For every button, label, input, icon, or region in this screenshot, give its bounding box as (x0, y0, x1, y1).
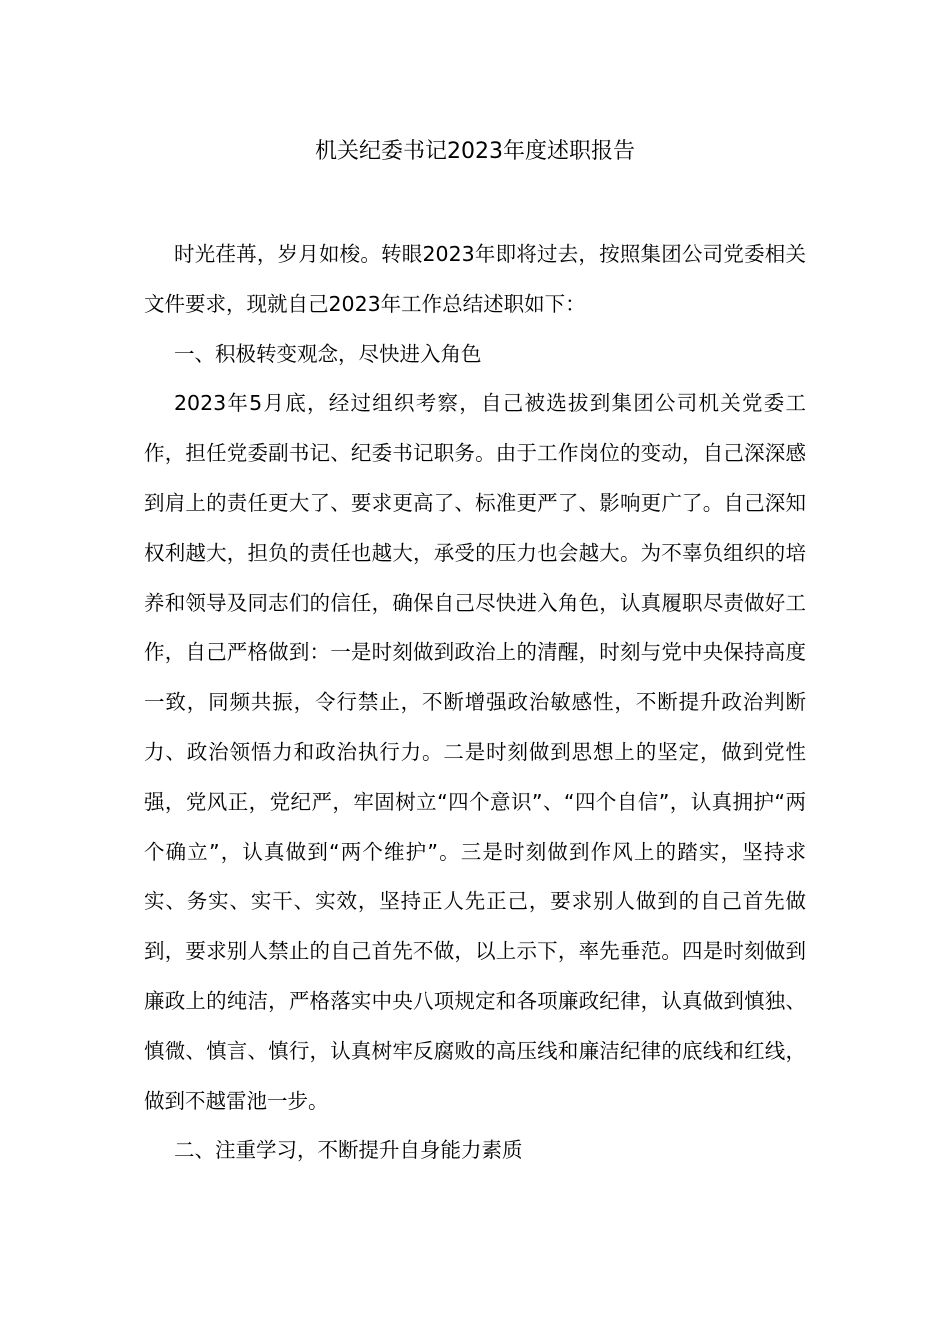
document-title: 机关纪委书记2023年度述职报告 (315, 139, 635, 164)
section-heading-1: 一、积极转变观念，尽快进入角色 (174, 341, 482, 366)
section-1-paragraph: 2023年5月底，经过组织考察，自己被选拔到集团公司机关党委工作，担任党委副书记、纪委书记职务。由于工作岗位的变动，自己深深感到肩上的责任更大了、要求更高了、标准更严了、影响更广了。自己深知权利越大，担负的责任也越大，承受的压力也会越大。为不辜负组织的培养和领导及同志们的信任，确保自己尽快进入角色，认真履职尽责做好工作，自己严格做到：一是时刻做到政治上的清醒，时刻与党中央保持高度一致，同频共振，令行禁止，不断增强政治敏感性，不断提升政治判断力、政治领悟力和政治执行力。二是时刻做到思想上的坚定，做到党性强，党风正，党纪严，牢固树立“四个意识”、“四个自信”，认真拥护“两个确立”，认真做到“两个维护”。三是时刻做到作风上的踏实，坚持求实、务实、实干、实效，坚持正人先正己，要求别人做到的自己首先做到，要求别人禁止的自己首先不做，以上示下，率先垂范。四是时刻做到廉政上的纯洁，严格落实中央八项规定和各项廉政纪律，认真做到慎独、慎微、慎言、慎行，认真树牢反腐败的高压线和廉洁纪律的底线和红线，做到不越雷池一步。 (144, 391, 806, 1113)
document-body (144, 230, 806, 1176)
intro-paragraph: 时光荏苒，岁月如梭。转眼2023年即将过去，按照集团公司党委相关文件要求，现就自己2023年工作总结述职如下： (144, 242, 806, 316)
section-heading-2: 二、注重学习，不断提升自身能力素质 (174, 1138, 523, 1163)
